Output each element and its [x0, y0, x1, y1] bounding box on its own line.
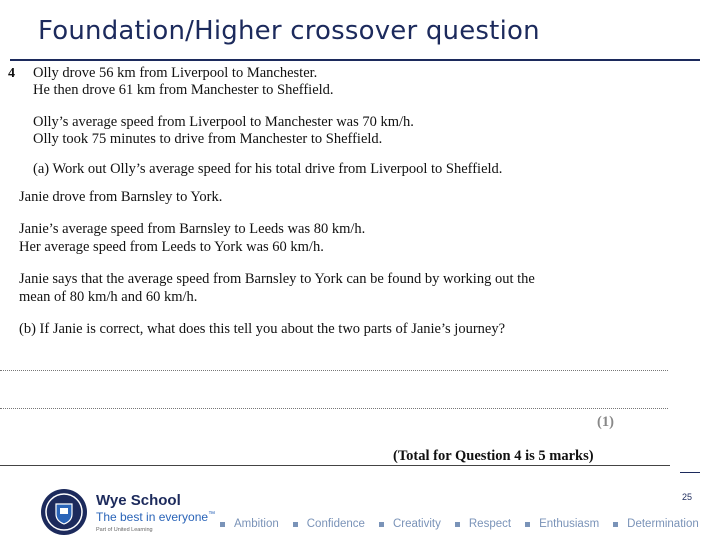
- title-divider: [10, 59, 700, 61]
- value-item: Respect: [455, 518, 511, 530]
- bullet-icon: [220, 522, 225, 527]
- total-marks: (Total for Question 4 is 5 marks): [393, 448, 594, 464]
- value-item: Creativity: [379, 518, 441, 530]
- value-item: Determination: [613, 518, 699, 530]
- question-number: 4: [8, 66, 15, 81]
- footer: [0, 474, 720, 540]
- question-line: Olly’s average speed from Liverpool to Manchester was 70 km/h.: [33, 114, 414, 130]
- question-line: Janie drove from Barnsley to York.: [19, 189, 223, 205]
- school-name: Wye School: [96, 492, 181, 509]
- question-line: Olly drove 56 km from Liverpool to Manchester.: [33, 65, 318, 81]
- page-number: 25: [682, 492, 693, 502]
- question-part-a: (a) Work out Olly’s average speed for his total drive from Liverpool to Sheffield.: [33, 161, 503, 177]
- question-part-b: (b) If Janie is correct, what does this tell you about the two parts of Janie’s journey?: [19, 321, 506, 337]
- bullet-icon: [379, 522, 384, 527]
- marks-label: (1): [597, 414, 614, 430]
- bullet-icon: [613, 522, 618, 527]
- total-divider: [0, 465, 670, 466]
- question-line: Janie’s average speed from Barnsley to Leeds was 80 km/h.: [19, 221, 366, 237]
- value-item: Enthusiasm: [525, 518, 599, 530]
- school-values: [220, 518, 713, 530]
- school-subline: Part of United Learning: [96, 527, 153, 533]
- question-line: Janie says that the average speed from Barnsley to York can be found by working out the: [19, 271, 535, 287]
- question-line: Her average speed from Leeds to York was 60 km/h.: [19, 239, 324, 255]
- question-line: Olly took 75 minutes to drive from Manchester to Sheffield.: [33, 131, 383, 147]
- page-title: Foundation/Higher crossover question: [38, 16, 540, 46]
- question-line: mean of 80 km/h and 60 km/h.: [19, 289, 198, 305]
- bullet-icon: [455, 522, 460, 527]
- question-line: He then drove 61 km from Manchester to Sheffield.: [33, 82, 334, 98]
- bullet-icon: [525, 522, 530, 527]
- answer-line[interactable]: [0, 370, 668, 371]
- value-item: Ambition: [220, 518, 279, 530]
- value-item: Confidence: [293, 518, 365, 530]
- school-crest-icon: [40, 488, 88, 536]
- bullet-icon: [293, 522, 298, 527]
- footer-divider: [680, 472, 700, 473]
- school-tagline: The best in everyone™: [96, 510, 216, 524]
- answer-line[interactable]: [0, 408, 668, 409]
